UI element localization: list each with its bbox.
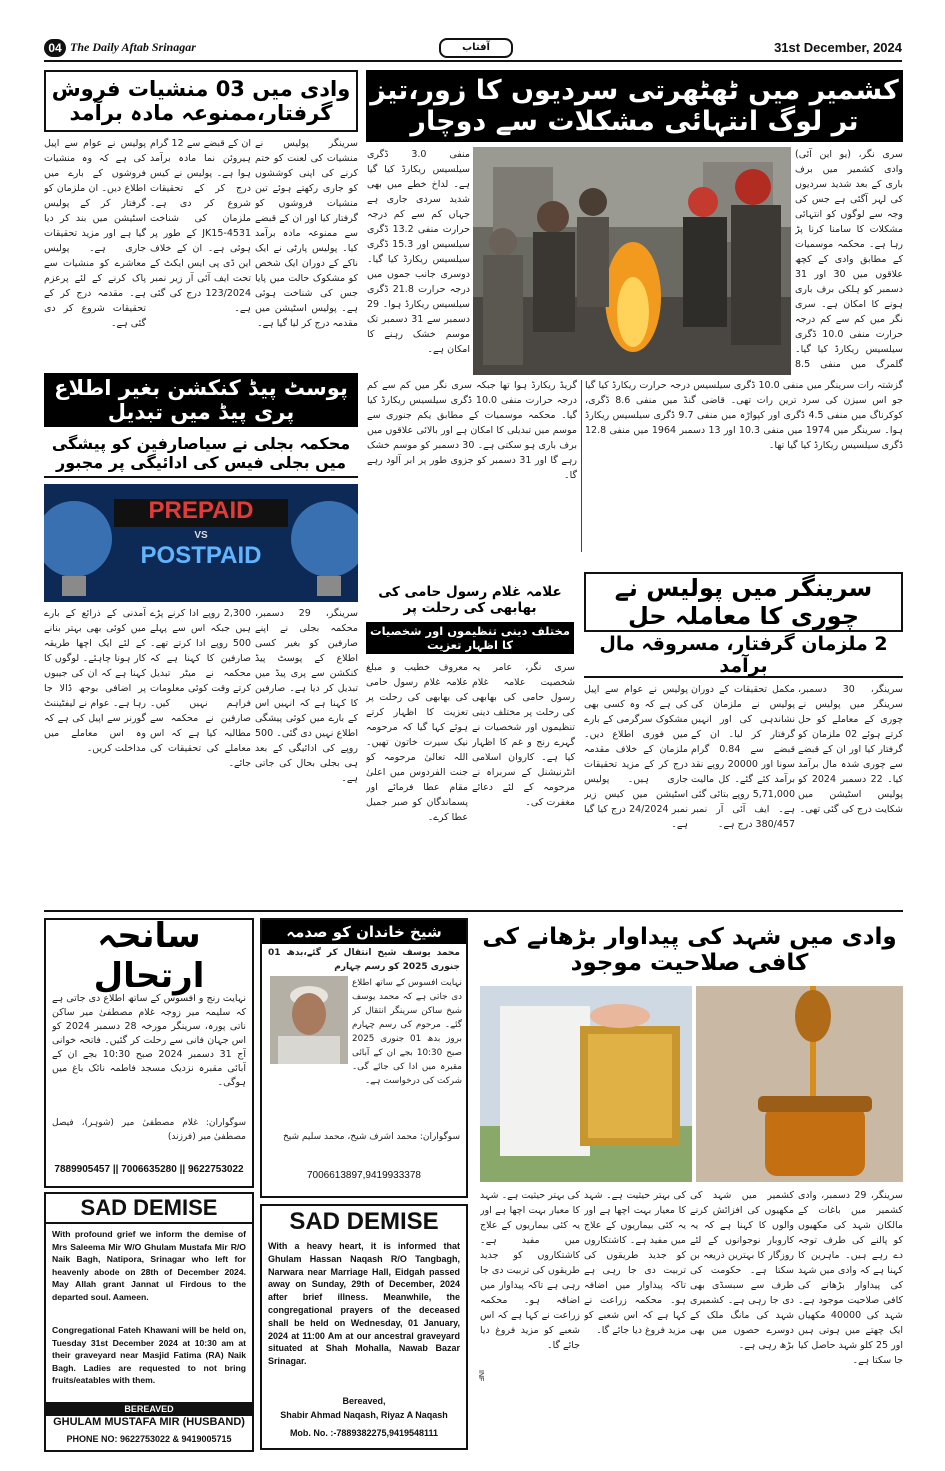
- story5-headline: سرینگر میں پولیس نے چوری کا معاملہ حل: [584, 572, 903, 632]
- condolence1-signatories: سوگواران: غلام مصطفیٰ میر (شوہر)، فیصل مصطفیٰ میر (فرزند): [52, 1118, 246, 1142]
- sad1-bereaved-name: GHULAM MUSTAFA MIR (HUSBAND): [53, 1416, 245, 1428]
- condolence2-signatories: سوگواران: محمد اشرف شیخ، محمد سلیم شیخ: [283, 1132, 460, 1142]
- cold-wave-photo: [473, 147, 791, 375]
- condolence1-headline: سانحہ ارتحال: [46, 924, 252, 986]
- prepaid-label: PREPAID: [148, 497, 254, 524]
- story3-col1: سرینگر، 29 دسمبر، محکمہ بجلی نے اپنے صارفین کو بغیر کسی اطلاع کے پوسٹ پیڈ کنکشن سے پری پیڈ میں تبدیل کر دیا ہے۔ صارفین کا کہنا ہے کہ انہیں اس کے بارے میں کوئی پیشگی اطلاع نہیں دی گئی۔ 500 روپے کی ادائیگی کے بعد ہی بجلی بحال کی جاتی ہے۔: [255, 608, 358, 784]
- beekeeping-honey-image: [480, 986, 903, 1182]
- ad-tag: INF: [477, 1370, 484, 1382]
- sad1-body: With profound grief we inform the demise of Mrs Saleema Mir W/O Ghulam Mustafa Mir R/O Naik Bagh, Natipora, Srinagar who left for heavenly abode on 28th of December 2024. May Allah grant Jannat ul Firdous to the departed soul. Aameen.: [52, 1229, 246, 1302]
- column-divider: [581, 380, 582, 552]
- story3-col3: آمدنی کے ذرائع کے بارے میں کوئی بھی بہتر بنانے کے لئے ایک اچھا طریقہ کار ہونا چاہئے۔ لوگوں کا کہنا ہے کہ ان کی جیبوں پر اضافی بوجھ ڈالا جا رہا ہے۔ عوام نے لیفٹیننٹ گورنر سے اپیل کی ہے کہ وہ اس معاملے میں مداخلت کریں۔: [44, 608, 146, 754]
- story3-headline: پوسٹ پیڈ کنکشن بغیر اطلاع پری پیڈ میں تبدیل: [44, 373, 358, 427]
- honey-photos: [480, 986, 903, 1182]
- sad2-title: SAD DEMISE: [289, 1208, 439, 1235]
- story4-subhead: مختلف دینی تنظیموں اور شخصیات کا اظہار تعزیت: [366, 622, 574, 654]
- sad2-bereaved-label: Bereaved,: [342, 1396, 386, 1406]
- deceased-portrait: [270, 976, 348, 1064]
- story1-col4: گزشتہ رات سرینگر میں منفی 10.0 ڈگری سیلسیس درجہ حرارت ریکارڈ کیا گیا جو اس سیزن کی سرد ترین رات تھی۔ قاضی گنڈ میں منفی 8.6 ڈگری، کوکرناگ میں منفی 4.5 ڈگری اور کپواڑہ میں منفی 9.7 ڈگری سیلسیس ریکارڈ ہوا۔ سرینگر میں 1974 میں منفی 10.3 اور 13 دسمبر 1964 میں منفی 12.8 ڈگری سیلسیس ریکارڈ کیا گیا تھا۔: [585, 380, 903, 451]
- condolence2-body: نہایت افسوس کے ساتھ اطلاع دی جاتی ہے کہ محمد یوسف شیخ ساکن سرینگر انتقال کر گئے۔ مرحوم کی رسم چہارم بروز بدھ 01 جنوری 2025 صبح 10:30 بجے ان کے آبائی مقبرہ میں ادا کی جائے گی۔ شرکت کی درخواست ہے۔: [352, 978, 462, 1086]
- story6-col3: کی بہتر حیثیت ہے۔ شہد کا معیار بہت اچھا ہے اور یہ کئی بیماریوں کے علاج میں مفید ہے۔ کاشتکاروں کو جدید طریقوں کی تربیت دی جا رہی ہے تاکہ پیداوار میں اضافہ ہو۔ محکمہ زراعت نے کہا ہے کہ اس شعبے کو مزید فروغ دیا جائے گا۔: [584, 1190, 686, 1336]
- sad1-title: SAD DEMISE: [46, 1194, 252, 1224]
- story3-col2: 2,300 روپے ادا کرنے پڑے ہیں جبکہ اس سے پہلے 500 روپے ادا کرتے تھے۔ صارفین کا کہنا ہے کہ محکمہ نے میٹر تبدیل کرتے وقت کوئی معلومات فراہم نہیں کیں۔ صارفین نے محکمہ سے مطالبہ کیا ہے کہ اس معاملے کی تحقیقات کی جائے۔: [150, 608, 251, 769]
- section-divider: [44, 910, 903, 912]
- story4-col2: معروف خطیب و مبلغ علامہ غلام رسول حامی کی بھابھی کی رحلت پر تعزیت کا اظہار کرتے ہوئے کہا گیا کہ مرحومہ نیک سیرت خاتون تھیں۔ اللہ تعالیٰ مرحومہ کو جنت الفردوس میں اعلیٰ مقام عطا فرمائے اور پسماندگان کو صبر جمیل عطا کرے۔: [366, 662, 468, 823]
- condolence-ad-1: [44, 915, 254, 1188]
- condolence1-body: نہایت رنج و افسوس کے ساتھ اطلاع دی جاتی ہے کہ سلیمہ میر زوجہ غلام مصطفیٰ میر ساکن ناتی پورہ، سرینگر مورخہ 28 دسمبر 2024 کو اس جہان فانی سے رحلت کر گئیں۔ فاتحہ خوانی آج 31 دسمبر 2024 صبح 10:30 بجے ان کے آبائی مقبرہ نزدیک مسجد فاطمہ نائک باغ میں ہوگی۔: [52, 993, 246, 1088]
- condolence1-phones: 7889905457 || 7006635280 || 9622753022: [54, 1164, 244, 1175]
- sad1-fateha: Congregational Fateh Khawani will be held on, Tuesday 31st December 2024 at 10:30 am at their graveyard near Masjid Fatima (RA) Naik Bagh. Ladies are requested to not bring fruits/eatables with them.: [52, 1325, 246, 1385]
- story4-headline: علامہ غلام رسول حامی کی بھابھی کی رحلت پر: [366, 585, 574, 615]
- story5-col2: مکمل تحقیقات کے دوران پولیس نے ملزمان کی نشاندہی کی اور انہیں گرفتار کر لیا۔ ان کے قبضے سے 0.84 گرام سونا اور 20000 روپے نقد برآمد کئے گئے۔ کل مالیت 5,71,000 روپے بتائی گئی ہے۔ ایف آئی آر نمبر 380/457 درج ہے۔: [691, 684, 795, 830]
- story5-col3: پولیس نے عوام سے اپیل کی ہے کہ وہ کسی بھی مشکوک سرگرمی کے بارے میں فوری اطلاع دیں۔ ملزمان کے خلاف مقدمہ درج کر کے مزید تحقیقات جاری ہیں۔ پولیس اسٹیشن میں کیس زیر نمبر 24/2024 درج کیا گیا ہے۔: [584, 684, 688, 830]
- story2-col2: ان کے قبضے سے 12 گرام ہیروئن نما مادہ برآمد ہوا ہے۔ پولیس نے کیس درج کر کے تحقیقات شروع کر دی ہے۔ ملزمان کی شناخت 4531-JK15 کے طور پر ہوئی ہے۔ ان کے خلاف این ڈی پی ایس ایکٹ کے تحت ایف آئی آر زیر نمبر 123/2024 درج کی گئی ہے۔: [150, 138, 251, 314]
- story2-col1: سرینگر پولیس نے منشیات کی لعنت کو ختم کرنے کی اپنی کوششوں کو جاری رکھتے ہوئے تین منشیات فروشوں کو گرفتار کیا اور ان کے قبضے سے ممنوعہ مادہ برآمد کیا۔ پولیس پارٹی نے ایک ناکے کے دوران ایک شخص کو مشکوک حالت میں پایا جس کی شناخت ہوئی ہے۔ پولیس اسٹیشن میں مقدمہ درج کر لیا گیا ہے۔: [255, 138, 358, 329]
- story1-headline: کشمیر میں ٹھٹھرتی سردیوں کا زور،تیز تر لوگ انتہائی مشکلات سے دوچار: [366, 70, 903, 142]
- paper-name: The Daily Aftab Srinagar: [70, 40, 196, 54]
- condolence-ad-2: [260, 918, 468, 1198]
- story3-subhead: محکمہ بجلی نے سیاصارفین کو پیشگی میں بجلی فیس کی ادائیگی پر مجبور: [44, 430, 358, 478]
- people-around-fire-image: [473, 147, 791, 375]
- story1-col3: گریڈ ریکارڈ ہوا تھا جبکہ سری نگر میں کم سے کم درجہ حرارت منفی 10.0 ڈگری سیلسیس ریکارڈ کیا گیا۔ محکمہ موسمیات کے مطابق یکم جنوری سے موسم میں تبدیلی کا امکان ہے اور بالائی علاقوں میں برف باری ہو سکتی ہے۔ 30 دسمبر کو موسم خشک رہے گا اور 31 دسمبر کو جزوی طور پر ابر آلود رہے گا۔: [367, 380, 577, 481]
- story4-col1: سری نگر، عامر یہ شخصیت علامہ غلام رسول حامی کی بھابھی کی رحلت پر مختلف دینی تنظیموں اور شخصیات نے گہرے رنج و غم کا اظہار کیا ہے۔ کاروان اسلامی انٹرنیشنل کے سربراہ نے مرحومہ کے لئے دعائے مغفرت کی۔: [472, 662, 575, 808]
- sad2-bereaved-name: Shabir Ahmad Naqash, Riyaz A Naqash: [280, 1410, 448, 1420]
- story5-subhead: 2 ملزمان گرفتار، مسروقہ مال برآمد: [584, 634, 903, 678]
- condolence2-phones: 7006613897,9419933378: [306, 1170, 421, 1181]
- vs-label: VS: [194, 530, 208, 541]
- issue-date: 31st December, 2024: [774, 40, 902, 55]
- sad1-phone: PHONE NO: 9622753022 & 9419005715: [66, 1434, 232, 1444]
- condolence2-subhead: محمد یوسف شیخ انتقال کر گئے،بدھ 01 جنوری 2025 کو رسم چہارم: [268, 948, 460, 972]
- postpaid-label: POSTPAID: [140, 542, 262, 569]
- prepaid-postpaid-image: [44, 484, 358, 602]
- page-number: 04: [44, 39, 66, 57]
- story5-col1: سرینگر، 30 دسمبر، سرینگر میں پولیس نے چوری کے معاملے کو حل کرتے ہوئے 02 ملزمان کو گرفتار کیا اور ان کے قبضے سے چوری شدہ مال برآمد کیا۔ 22 دسمبر 2024 کو پولیس اسٹیشن میں شکایت درج کی گئی تھی۔: [798, 684, 903, 815]
- story6-col4: کی بہتر حیثیت ہے۔ شہد کا معیار بہت اچھا ہے اور یہ کئی بیماریوں کے علاج میں مفید ہے۔ کاشتکاروں کو جدید طریقوں کی تربیت دی جا رہی ہے تاکہ پیداوار میں اضافہ ہو۔ محکمہ زراعت نے کہا ہے کہ اس شعبے کو مزید فروغ دیا جائے گا۔: [480, 1190, 580, 1351]
- story2-col3: پولیس نے عوام سے اپیل کی ہے کہ وہ منشیات فروشوں کے بارے میں اطلاع دیں۔ ان ملزمان کو گرفتار کر کے پولیس اسٹیشن میں بند کر دیا گیا ہے اور مزید تحقیقات جاری ہے۔ پولیس معاشرے کو منشیات سے پاک کرنے کے لئے پرعزم ہے۔ مقدمہ درج کر کے تحقیقات شروع کر دی گئی ہے۔: [44, 138, 146, 329]
- story2-headline: وادی میں 03 منشیات فروش گرفتار،ممنوعہ مادہ برآمد: [44, 70, 358, 132]
- story6-headline: وادی میں شہد کی پیداوار بڑھانے کی کافی صلاحیت موجود: [476, 922, 903, 978]
- masthead-logo: آفتاب: [439, 38, 513, 58]
- sad1-bereaved-label: BEREAVED: [46, 1402, 252, 1416]
- sad-demise-ad-2: [260, 1204, 468, 1450]
- sad-demise-ad-1: [44, 1192, 254, 1452]
- story6-col2: کشمیر میں شہد کی مکھیوں کی افزائش کرنے والوں کا کہنا ہے کہ یہ کاروبار نوجوانوں کے لئے روزگار کا بہترین ذریعہ بن سکتا ہے۔ حکومت کی طرف سے سبسڈی بھی دی جا رہی ہے۔ کشمیری شہد کی مانگ ملک کے دوسرے حصوں میں بھی بڑھ رہی ہے۔: [690, 1190, 794, 1351]
- story1-col2: منفی 3.0 ڈگری سیلسیس ریکارڈ کیا گیا ہے۔ لداخ خطے میں بھی شدید سردی جاری ہے جہاں کم سے کم درجہ حرارت منفی 13.2 ڈگری سیلسیس اور 15.3 ڈگری سیلسیس ریکارڈ کیا گیا۔ دوسری جانب جموں میں درجہ حرارت 21.8 ڈگری سیلسیس ریکارڈ ہوا۔ 29 دسمبر سے 31 دسمبر تک موسم خشک رہنے کا امکان ہے۔: [367, 149, 470, 355]
- portrait-image: [270, 976, 348, 1064]
- sad2-mob: Mob. No. :-7889382275,9419548111: [289, 1428, 439, 1438]
- story6-col1: سرینگر، 29 دسمبر، وادی کشمیر میں باغات کے مالکان شہد کی مکھیوں کو پالنے کی طرف توجہ دے رہے ہیں۔ ماہرین کا کہنا ہے کہ وادی میں شہد کی پیداوار بڑھانے کی کافی صلاحیت موجود ہے۔ شہد کی 40000 مکھیاں ایک چھتے میں ہوتی ہیں اور 25 کلو شہد حاصل کیا جا سکتا ہے۔: [798, 1190, 903, 1366]
- sad2-body: With a heavy heart, it is informed that Ghulam Hassan Naqash R/O Tangbagh, Narwara near Marriage Hall, Eidgah passed away on Sunday, 29th of December, 2024 after brief illness. Meanwhile, the congregational prayers of the deceased shall be held on Wednesday, 01 January, 2024 at 11:00 Am at our ancestral graveyard situated at Shah Mohalla, Nawab Bazar Srinagar.: [268, 1241, 460, 1367]
- condolence2-headline: شیخ خاندان کو صدمہ: [262, 920, 466, 944]
- page-header: [44, 38, 902, 62]
- story1-col1: سری نگر، (یو این آئی) وادی کشمیر میں برف باری کے بعد شدید سردیوں کی لہر آگئی ہے جس کی وجہ سے لوگوں کو انتہائی مشکلات کا سامنا کرنا پڑ رہا ہے۔ محکمہ موسمیات کے مطابق وادی کے کچھ علاقوں میں 30 اور 31 دسمبر کو ہلکی برف باری ہونے کا امکان ہے۔ سری نگر میں کم سے کم درجہ حرارت منفی 10.0 ڈگری سیلسیس ریکارڈ کیا گیا۔ گلمرگ میں منفی 8.5: [795, 149, 903, 370]
